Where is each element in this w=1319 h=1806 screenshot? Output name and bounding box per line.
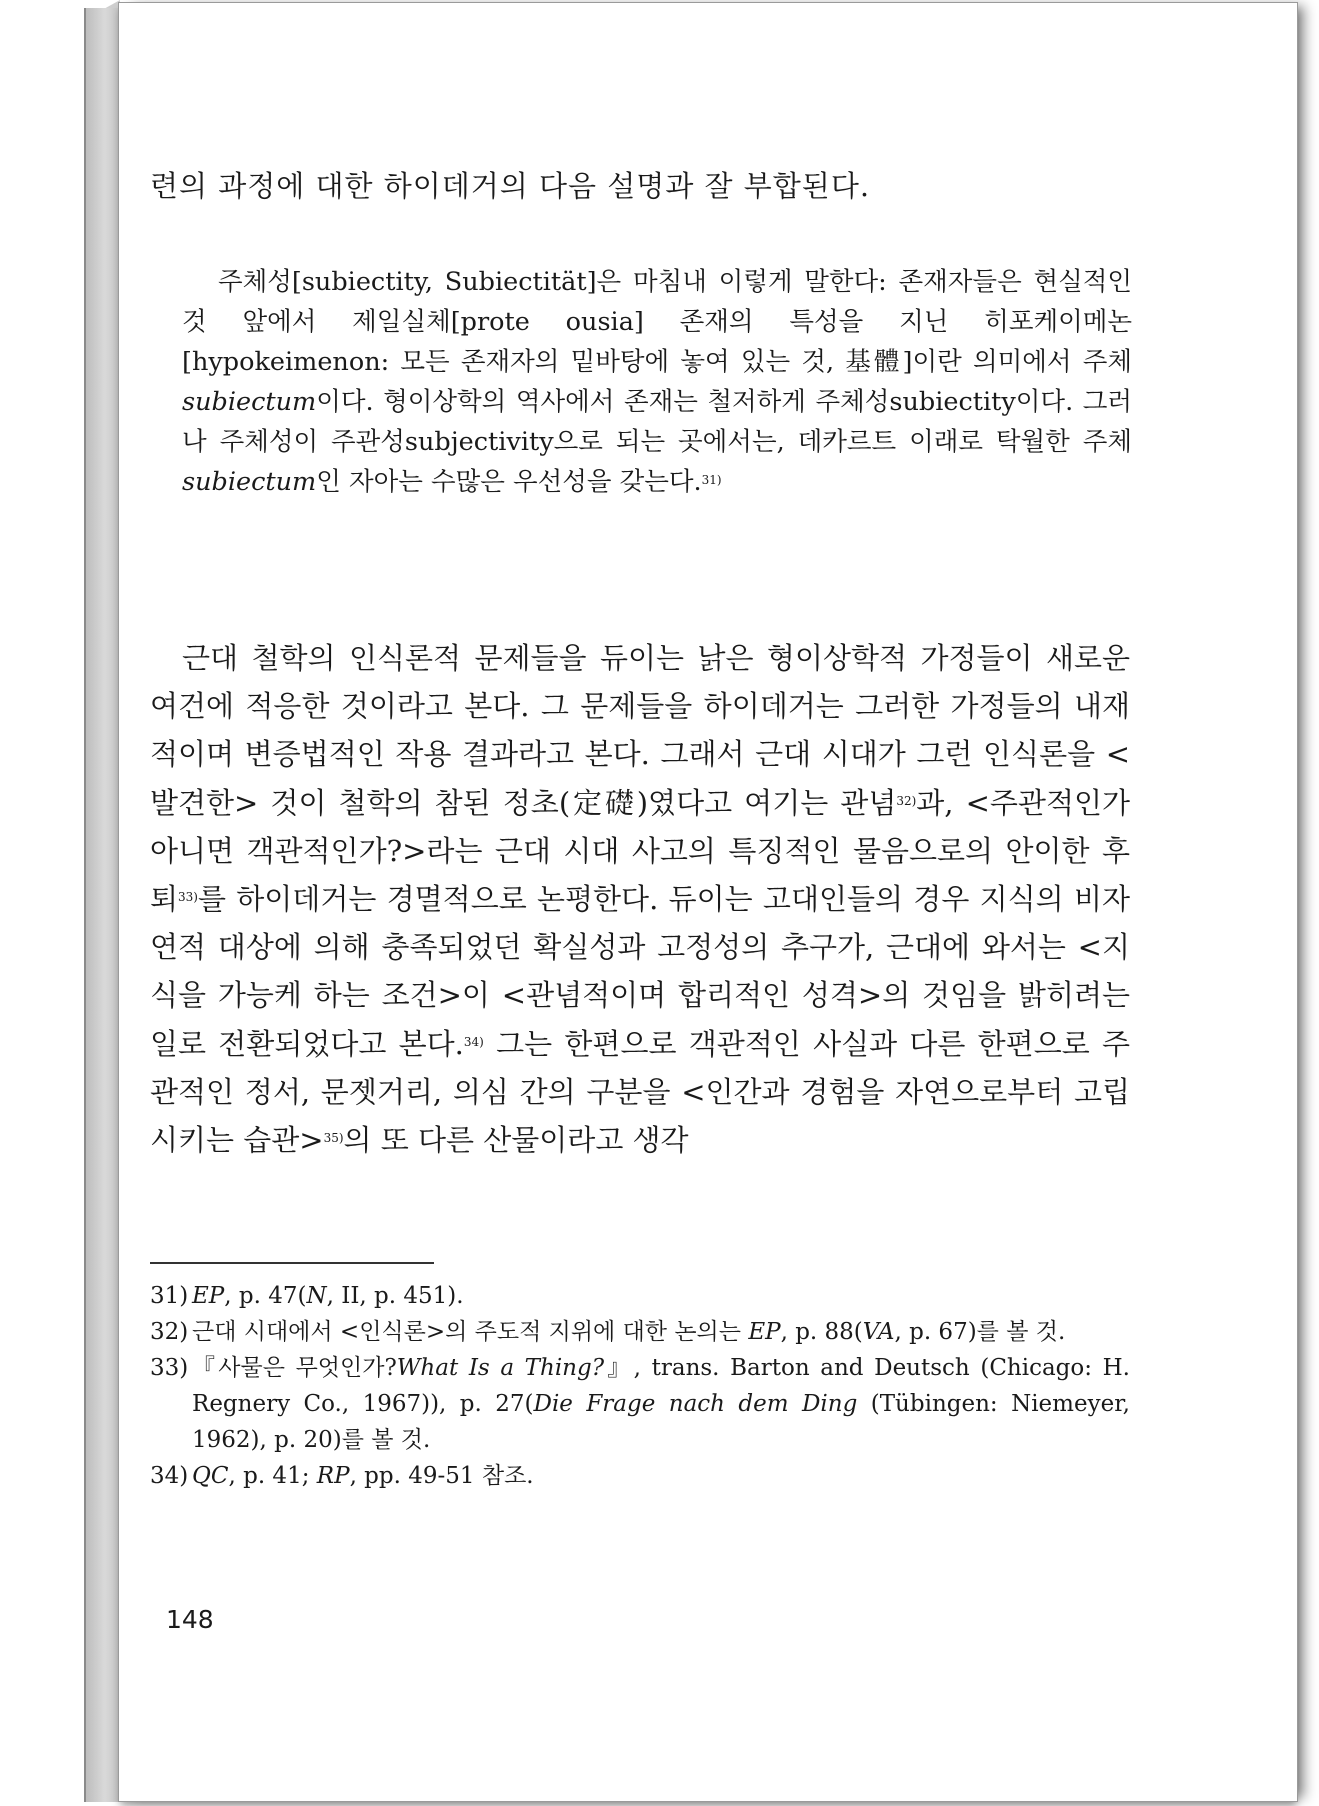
book-spine <box>84 8 120 1802</box>
footnote-text: , p. 47( <box>224 1283 307 1309</box>
footnote-italic: EP <box>748 1319 781 1345</box>
footnote-italic: What Is a Thing? <box>396 1355 605 1381</box>
footnote-ref-34: 34) <box>463 1034 484 1049</box>
footnote-text: 』, trans. Barton and Deutsch (Chicago: H. Regnery Co., 1967)), p. 27( <box>192 1355 1130 1417</box>
main-paragraph <box>150 634 1130 1164</box>
footnotes <box>150 1278 1130 1494</box>
footnote-text: 『사물은 무엇인가? <box>192 1355 397 1381</box>
footnote-number: 31) <box>150 1283 189 1309</box>
footnote-number: 33) <box>150 1355 189 1381</box>
footnote-text: , p. 67)를 볼 것. <box>894 1319 1066 1345</box>
footnote-text: , pp. 49-51 참조. <box>349 1463 534 1489</box>
page-number: 148 <box>166 1605 214 1634</box>
block-quote <box>182 262 1132 502</box>
footnote-ref-35: 35) <box>323 1131 344 1146</box>
footnote-italic: EP <box>192 1283 225 1309</box>
quote-text-c: 인 자아는 수많은 우선성을 갖는다. <box>316 467 702 497</box>
footnote-text: , II, p. 451). <box>326 1283 464 1309</box>
footnote-number: 34) <box>150 1463 189 1489</box>
footnote-33 <box>150 1350 1130 1458</box>
footnote-rule <box>150 1262 434 1264</box>
quote-italic-a: subiectum <box>182 387 317 417</box>
quote-text-b: 이다. 형이상학의 역사에서 존재는 철저하게 주체성subiectity이다. 그러나 주체성이 주관성subjectivity으로 되는 곳에서는, 데카르트 이래로 탁월한 주체 <box>182 387 1132 457</box>
footnote-text: (Tübingen: Niemeyer, 1962), p. 20)를 볼 것. <box>192 1391 1130 1453</box>
footnote-34 <box>150 1458 1130 1494</box>
footnote-italic: RP <box>316 1463 350 1489</box>
para-text-a: 근대 철학의 인식론적 문제들을 듀이는 낡은 형이상학적 가정들이 새로운 여건에 적응한 것이라고 본다. 그 문제들을 하이데거는 그러한 가정들의 내재적이며 변증법적인 작용 결과라고 본다. 그래서 근대 시대가 그런 인식론을 <발견한> 것이 철학의 참된 정초(定礎)였다고 여기는 관념 <box>150 641 1130 820</box>
footnote-ref-32: 32) <box>896 793 917 808</box>
footnote-text: , p. 41; <box>228 1463 317 1489</box>
footnote-text: 근대 시대에서 <인식론>의 주도적 지위에 대한 논의는 <box>192 1319 749 1345</box>
footnote-ref-31: 31) <box>701 473 722 487</box>
footnote-italic: QC <box>192 1463 229 1489</box>
para-text-c: 를 하이데거는 경멸적으로 논평한다. 듀이는 고대인들의 경우 지식의 비자연적 대상에 의해 충족되었던 확실성과 고정성의 추구가, 근대에 와서는 <지식을 가능케 하는 조건>이 <관념적이며 합리적인 성격>의 것임을 밝히려는 일로 전환되었다고 본다. <box>150 882 1130 1061</box>
continuation-line: 련의 과정에 대한 하이데거의 다음 설명과 잘 부합된다. <box>150 169 871 203</box>
footnote-32 <box>150 1314 1130 1350</box>
para-text-e: 의 또 다른 산물이라고 생각 <box>343 1123 689 1158</box>
footnote-ref-33: 33) <box>178 890 198 905</box>
footnote-italic: VA <box>862 1319 895 1345</box>
quote-italic-b: subiectum <box>182 467 317 497</box>
footnote-text: , p. 88( <box>780 1319 863 1345</box>
para-text-b: 과, <주관적인가 아니면 객관적인가?>라는 근대 시대 사고의 특징적인 물음으로의 안이한 후퇴 <box>150 785 1130 917</box>
footnote-number: 32) <box>150 1319 189 1345</box>
footnote-31 <box>150 1278 1130 1314</box>
para-text-d: 그는 한편으로 객관적인 사실과 다른 한편으로 주관적인 정서, 문젯거리, 의심 간의 구분을 <인간과 경험을 자연으로부터 고립시키는 습관> <box>150 1026 1131 1158</box>
footnote-italic: Die Frage nach dem Ding <box>533 1391 858 1417</box>
quote-text-a: 주체성[subiectity, Subiectität]은 마침내 이렇게 말한다: 존재자들은 현실적인 것 앞에서 제일실체[prote ousia] 존재의 특성을 지닌 히포케이메논[hypokeimenon: 모든 존재자의 밑바탕에 놓여 있는 것, 基體]이란 의미에서 주체 <box>182 267 1132 377</box>
footnote-italic: N <box>306 1283 327 1309</box>
